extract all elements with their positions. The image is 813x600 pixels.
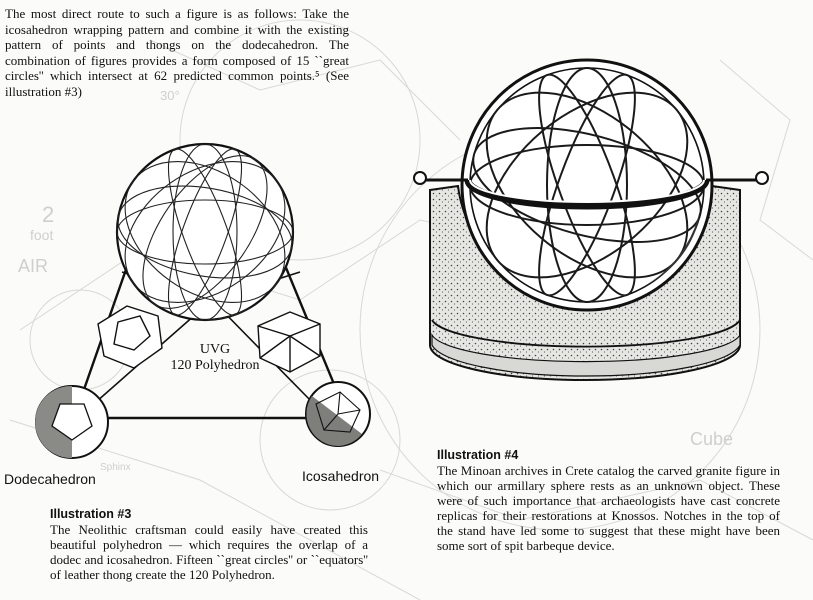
uvg-label-line2: 120 Polyhedron	[170, 358, 260, 373]
icosahedron-label: Icosahedron	[302, 468, 380, 484]
illustration-4-text: The Minoan archives in Crete catalog the carved granite figure in which our armillary sphere rests as an unknown object. These were of such importance that archaeologists have cast concrete replicas for their restorations at Knossos. Notches in the top of the stand have led some to suggest that these might have been some sort of spit barbeque device.	[437, 463, 780, 553]
uvg-label-line1: UVG	[199, 342, 231, 357]
illustration-4-caption	[437, 448, 780, 553]
faint-label: foot	[30, 227, 54, 243]
faint-label: 2	[42, 202, 55, 227]
faint-label: Cube	[690, 429, 734, 449]
intro-paragraph: The most direct route to such a figure is as follows: Take the icosahedron wrapping pattern and combine it with the existing pattern of points and thongs on the dodecahedron. The combination of figures provides a form composed of 15 ``great circles'' which intersect at 62 predicted common points.⁵ (See illustration #3)	[5, 6, 349, 99]
dodecahedron-label: Dodecahedron	[4, 471, 96, 487]
faint-label: Sphinx	[100, 462, 131, 473]
faint-label: 30°	[160, 88, 180, 103]
illustration-3-title: Illustration #3	[50, 507, 132, 521]
illustration-4-title: Illustration #4	[437, 448, 519, 462]
faint-label: AIR	[18, 256, 49, 276]
illustration-3-text: The Neolithic craftsman could easily have created this beautiful polyhedron — which requires the overlap of a dodec and icosahedron. Fifteen ``great circles'' or ``equators'' of leather thong create the 120 Polyhedron.	[50, 522, 368, 582]
